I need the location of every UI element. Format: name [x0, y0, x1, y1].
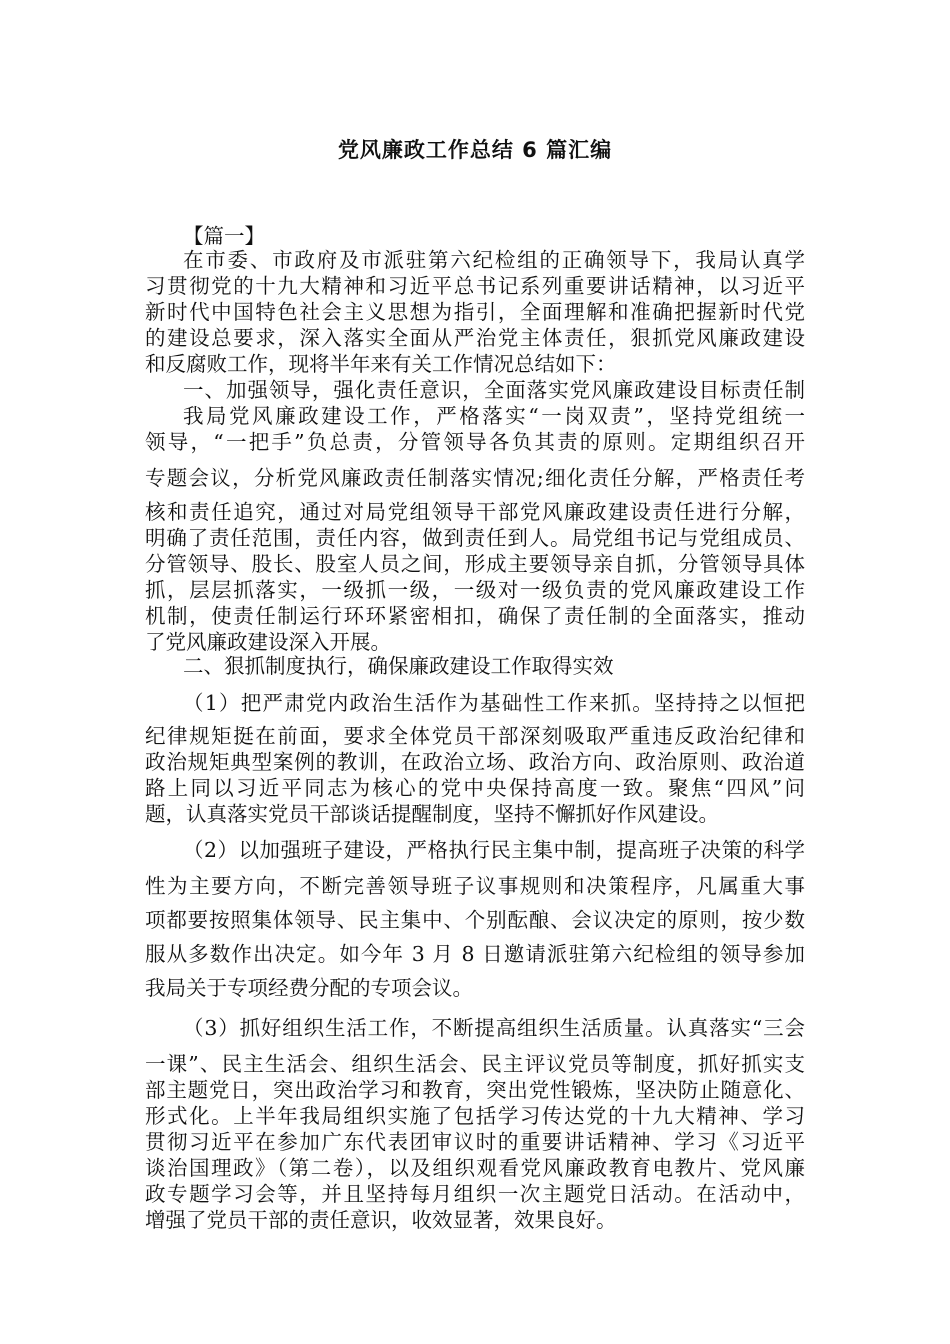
section-label: 【篇一】: [183, 224, 265, 248]
paragraph-line: 机制，使责任制运行环环紧密相扣，确保了责任制的全面落实，推动: [145, 604, 805, 628]
paragraph-line: 谈治国理政》（第二卷），以及组织观看党风廉政教育电教片、党风廉: [145, 1156, 805, 1180]
paragraph-line: 分管领导、股长、股室人员之间，形成主要领导亲自抓，分管领导具体: [145, 552, 805, 576]
paragraph-line: （2）以加强班子建设，严格执行民主集中制，提高班子决策的科学: [183, 838, 805, 862]
paragraph-line: 我局党风廉政建设工作，严格落实“一岗双责”，坚持党组统一: [183, 404, 805, 428]
paragraph-line: 核和责任追究，通过对局党组领导干部党风廉政建设责任进行分解，: [145, 500, 805, 524]
section-heading: 二、狠抓制度执行，确保廉政建设工作取得实效: [183, 654, 614, 678]
paragraph-line: 增强了党员干部的责任意识，收效显著，效果良好。: [145, 1208, 617, 1232]
paragraph-line: 政治规矩典型案例的教训，在政治立场、政治方向、政治原则、政治道: [145, 750, 805, 774]
paragraph-line: 路上同以习近平同志为核心的党中央保持高度一致。聚焦“四风”问: [145, 776, 805, 800]
paragraph-line: 习贯彻党的十九大精神和习近平总书记系列重要讲话精神，以习近平: [145, 274, 805, 298]
paragraph-line: （3）抓好组织生活工作，不断提高组织生活质量。认真落实“三会: [183, 1016, 805, 1040]
paragraph-line: 新时代中国特色社会主义思想为指引，全面理解和准确把握新时代党: [145, 300, 805, 324]
paragraph-line: 纪律规矩挺在前面，要求全体党员干部深刻吸取严重违反政治纪律和: [145, 724, 805, 748]
paragraph-line: 项都要按照集体领导、民主集中、个别酝酿、会议决定的原则，按少数: [145, 908, 805, 932]
paragraph-line: 贯彻习近平在参加广东代表团审议时的重要讲话精神、学习《习近平: [145, 1130, 805, 1154]
paragraph-line: 和反腐败工作，现将半年来有关工作情况总结如下：: [145, 352, 617, 376]
paragraph-line: 领导，“一把手”负总责，分管领导各负其责的原则。定期组织召开: [145, 430, 805, 454]
section-heading: 一、加强领导，强化责任意识，全面落实党风廉政建设目标责任制: [183, 378, 805, 402]
paragraph-line: 性为主要方向，不断完善领导班子议事规则和决策程序，凡属重大事: [145, 874, 805, 898]
paragraph-line: 部主题党日，突出政治学习和教育，突出党性锻炼，坚决防止随意化、: [145, 1078, 805, 1102]
paragraph-line: 在市委、市政府及市派驻第六纪检组的正确领导下，我局认真学: [183, 248, 805, 272]
paragraph-line: （1）把严肃党内政治生活作为基础性工作来抓。坚持持之以恒把: [183, 691, 805, 715]
paragraph-line: 抓，层层抓落实，一级抓一级，一级对一级负责的党风廉政建设工作: [145, 578, 805, 602]
paragraph-line: 我局关于专项经费分配的专项会议。: [145, 976, 473, 1000]
paragraph-line: 的建设总要求，深入落实全面从严治党主体责任，狠抓党风廉政建设: [145, 326, 805, 350]
document-title: 党风廉政工作总结 6 篇汇编: [337, 138, 613, 162]
paragraph-line: 专题会议，分析党风廉政责任制落实情况;细化责任分解，严格责任考: [145, 466, 805, 490]
paragraph-line: 形式化。上半年我局组织实施了包括学习传达党的十九大精神、学习: [145, 1104, 805, 1128]
paragraph-line: 题，认真落实党员干部谈话提醒制度，坚持不懈抓好作风建设。: [145, 802, 719, 826]
paragraph-line: 一课”、民主生活会、组织生活会、民主评议党员等制度，抓好抓实支: [145, 1052, 805, 1076]
paragraph-line: 明确了责任范围，责任内容，做到责任到人。局党组书记与党组成员、: [145, 526, 805, 550]
paragraph-line: 服从多数作出决定。如今年 3 月 8 日邀请派驻第六纪检组的领导参加: [145, 942, 805, 966]
paragraph-line: 了党风廉政建设深入开展。: [145, 630, 391, 654]
paragraph-line: 政专题学习会等，并且坚持每月组织一次主题党日活动。在活动中，: [145, 1182, 805, 1206]
